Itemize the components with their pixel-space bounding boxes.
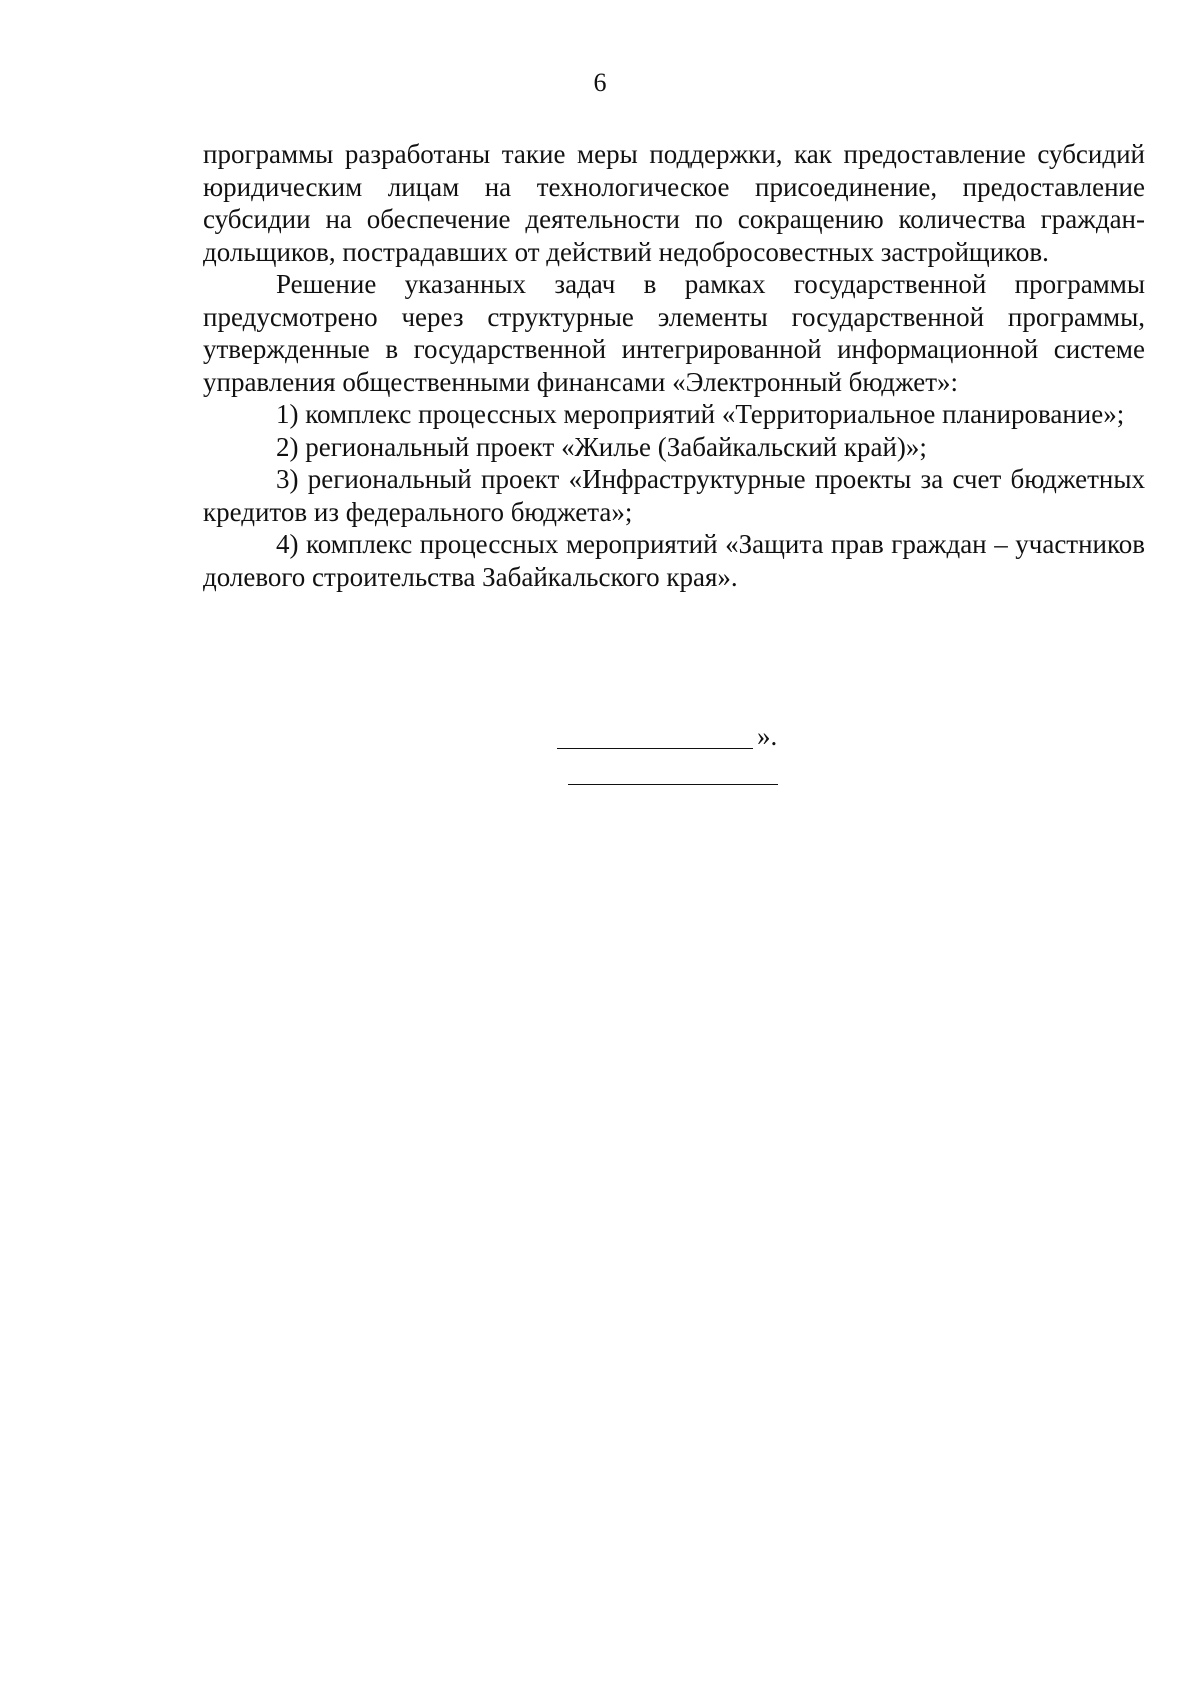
end-of-document-rule	[568, 784, 778, 785]
list-item-infrastructure-project: 3) региональный проект «Инфраструктурные проекты за счет бюджетных кредитов из федерального бюджета»;	[203, 464, 1145, 527]
closing-block	[0, 720, 1200, 800]
list-item-housing-project: 2) региональный проект «Жилье (Забайкальский край)»;	[276, 431, 927, 462]
closing-underline	[557, 720, 753, 749]
list-item-territorial-planning: 1) комплекс процессных мероприятий «Территориальное планирование»;	[276, 399, 1125, 429]
list-item-shared-construction: 4) комплекс процессных мероприятий «Защита прав граждан – участников долевого строительства Забайкальского края».	[203, 529, 1145, 592]
document-body	[203, 138, 1145, 593]
paragraph-support-measures: программы разработаны такие меры поддержки, как предоставление субсидий юридическим лицам на технологическое присоединение, предоставление субсидии на обеспечение деятельности по сокращению количества граждан-дольщиков, пострадавших от действий недобросовестных застройщиков.	[203, 139, 1145, 267]
closing-quote-mark: ».	[757, 721, 778, 751]
page-number: 6	[593, 68, 607, 97]
paragraph-structural-elements: Решение указанных задач в рамках государственной программы предусмотрено через структурные элементы государственной программы, утвержденные в государственной интегрированной информационной системе управления общественными финансами «Электронный бюджет»:	[203, 269, 1145, 397]
